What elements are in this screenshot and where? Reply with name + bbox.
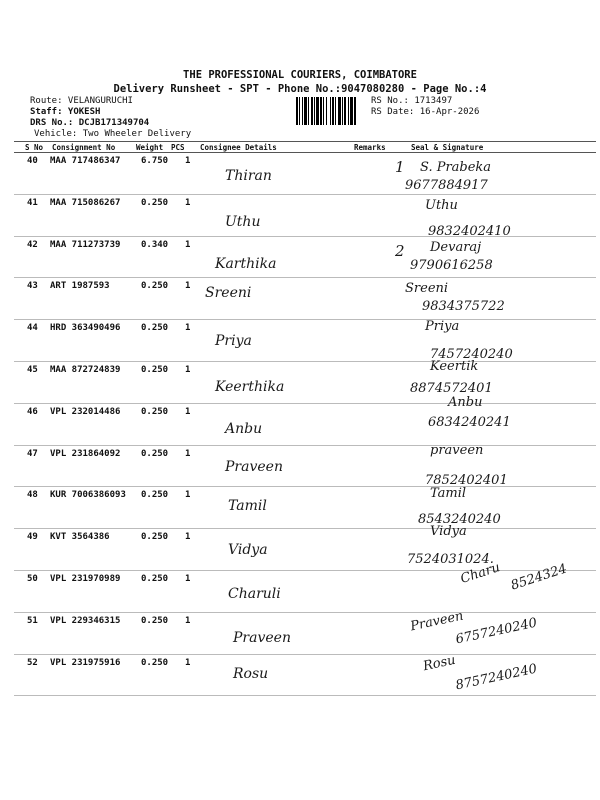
row-consignee-handwriting: Sreeni xyxy=(205,285,252,302)
row-weight: 0.250 xyxy=(141,615,169,626)
row-signature-phone: 7457240240 xyxy=(430,347,513,363)
row-sno: 48 xyxy=(27,490,38,501)
row-pcs: 1 xyxy=(185,323,191,334)
row-remarks-handwriting: 2 xyxy=(395,241,405,260)
row-divider xyxy=(14,612,596,613)
barcode-image xyxy=(296,97,369,125)
row-divider xyxy=(14,486,596,487)
row-sno: 44 xyxy=(27,323,38,334)
row-signature-name: Rosu xyxy=(421,652,457,674)
row-consignment-no: VPL 231975916 xyxy=(50,657,121,668)
row-pcs: 1 xyxy=(185,615,191,626)
row-weight: 0.250 xyxy=(141,448,169,459)
row-sno: 47 xyxy=(27,448,38,459)
runsheet-subtitle: Delivery Runsheet - SPT - Phone No.:9047080280 - Page No.:4 xyxy=(113,83,487,95)
row-consignee-handwriting: Rosu xyxy=(233,665,269,682)
row-pcs: 1 xyxy=(185,657,191,668)
row-pcs: 1 xyxy=(185,406,191,417)
row-weight: 0.250 xyxy=(141,490,169,501)
row-signature-name: praveen xyxy=(430,442,484,458)
row-sno: 43 xyxy=(27,281,38,292)
row-consignee-handwriting: Thiran xyxy=(225,168,272,184)
row-signature-name: Anbu xyxy=(448,394,483,410)
row-consignee-handwriting: Karthika xyxy=(215,255,277,272)
rs-date-label: RS Date: 16-Apr-2026 xyxy=(371,107,480,117)
row-sno: 45 xyxy=(27,365,38,375)
row-sno: 52 xyxy=(27,657,38,668)
row-divider xyxy=(14,277,596,278)
row-divider xyxy=(14,361,596,362)
row-weight: 0.250 xyxy=(141,406,169,417)
row-weight: 0.250 xyxy=(141,365,169,375)
row-signature-name: Priya xyxy=(425,319,460,335)
row-signature-name: Praveen xyxy=(409,608,465,635)
row-signature-phone: 9834375722 xyxy=(422,299,505,315)
row-signature-phone: 6757240240 xyxy=(454,615,539,648)
row-divider xyxy=(14,445,596,446)
drs-label: DRS No.: DCJB171349704 xyxy=(30,118,150,128)
row-consignee-handwriting: Vidya xyxy=(228,542,268,559)
route-label: Route: VELANGURUCHI xyxy=(30,96,133,106)
row-consignment-no: MAA 872724839 xyxy=(50,365,121,375)
row-consignee-handwriting: Charuli xyxy=(228,586,281,602)
vehicle-label: Vehicle: Two Wheeler Delivery xyxy=(34,129,192,139)
row-consignment-no: VPL 231970989 xyxy=(50,574,121,584)
row-signature-phone: 8524324 xyxy=(509,561,569,594)
row-consignment-no: MAA 711273739 xyxy=(50,239,121,250)
row-signature-phone: 9832402410 xyxy=(428,223,511,239)
col-weight: Weight xyxy=(136,143,164,152)
row-consignment-no: VPL 231864092 xyxy=(50,448,121,459)
row-signature-name: Uthu xyxy=(425,197,458,213)
row-weight: 0.250 xyxy=(141,323,169,334)
row-consignee-handwriting: Tamil xyxy=(228,498,267,515)
row-divider xyxy=(14,236,596,237)
row-sno: 41 xyxy=(27,197,38,208)
col-consignee: Consignee Details xyxy=(200,143,277,152)
row-consignee-handwriting: Priya xyxy=(215,333,252,350)
rs-no-label: RS No.: 1713497 xyxy=(371,96,453,106)
row-divider xyxy=(14,654,596,655)
company-title: THE PROFESSIONAL COURIERS, COIMBATORE xyxy=(183,69,417,81)
row-weight: 0.250 xyxy=(141,532,169,543)
row-weight: 0.250 xyxy=(141,197,169,208)
row-sno: 40 xyxy=(27,156,38,166)
row-sno: 51 xyxy=(27,615,38,626)
row-signature-phone: 9790616258 xyxy=(410,257,493,273)
row-signature-name: Devaraj xyxy=(430,239,482,255)
row-signature-name: Charu xyxy=(458,560,502,587)
row-weight: 0.250 xyxy=(141,657,169,668)
col-pcs: PCS xyxy=(171,143,185,152)
row-consignment-no: KVT 3564386 xyxy=(50,532,110,543)
row-sno: 49 xyxy=(27,532,38,543)
row-consignee-handwriting: Anbu xyxy=(225,420,263,437)
row-consignee-handwriting: Uthu xyxy=(225,213,261,230)
staff-label: Staff: YOKESH xyxy=(30,107,101,117)
header-bottom-rule xyxy=(14,152,596,153)
meta-left xyxy=(30,96,191,140)
row-divider xyxy=(14,403,596,404)
col-remarks: Remarks xyxy=(354,143,386,152)
row-signature-name: Sreeni xyxy=(405,281,449,297)
row-consignment-no: KUR 7006386093 xyxy=(50,490,126,501)
row-divider xyxy=(14,528,596,529)
row-signature-name: S. Prabeka xyxy=(420,160,492,175)
row-signature-phone: 9677884917 xyxy=(405,178,488,193)
row-consignment-no: ART 1987593 xyxy=(50,281,110,292)
row-pcs: 1 xyxy=(185,532,191,543)
row-signature-name: Keertik xyxy=(430,359,479,374)
row-divider xyxy=(14,695,596,696)
row-divider xyxy=(14,194,596,195)
header-top-rule xyxy=(14,141,596,142)
row-consignee-handwriting: Praveen xyxy=(225,458,283,475)
row-signature-phone: 8757240240 xyxy=(454,661,539,694)
col-consignment: Consignment No xyxy=(52,143,116,152)
row-consignment-no: VPL 229346315 xyxy=(50,615,121,626)
row-sno: 42 xyxy=(27,239,38,250)
row-consignment-no: HRD 363490496 xyxy=(50,323,121,334)
row-weight: 0.340 xyxy=(141,239,169,250)
row-sno: 46 xyxy=(27,406,38,417)
row-pcs: 1 xyxy=(185,365,191,375)
col-seal: Seal & Signature xyxy=(411,143,484,152)
row-signature-phone: 8874572401 xyxy=(410,381,493,396)
row-weight: 6.750 xyxy=(141,156,169,166)
row-consignee-handwriting: Praveen xyxy=(233,629,291,646)
row-pcs: 1 xyxy=(185,281,191,292)
meta-right xyxy=(371,96,479,118)
row-weight: 0.250 xyxy=(141,281,169,292)
row-signature-name: Vidya xyxy=(430,524,467,540)
row-sno: 50 xyxy=(27,574,38,584)
row-signature-phone: 6834240241 xyxy=(428,414,511,430)
row-consignment-no: MAA 717486347 xyxy=(50,156,121,166)
row-signature-phone: 7524031024. xyxy=(407,552,494,568)
row-signature-phone: 8543240240 xyxy=(418,512,501,528)
row-signature-name: Tamil xyxy=(430,486,467,502)
col-sno: S No xyxy=(25,143,44,152)
row-pcs: 1 xyxy=(185,490,191,501)
row-remarks-handwriting: 1 xyxy=(395,158,405,176)
row-divider xyxy=(14,319,596,320)
row-pcs: 1 xyxy=(185,197,191,208)
row-consignment-no: VPL 232014486 xyxy=(50,406,121,417)
row-signature-phone: 7852402401 xyxy=(425,472,508,488)
row-pcs: 1 xyxy=(185,239,191,250)
row-weight: 0.250 xyxy=(141,574,169,584)
row-consignment-no: MAA 715086267 xyxy=(50,197,121,208)
row-pcs: 1 xyxy=(185,448,191,459)
row-divider xyxy=(14,570,596,571)
row-pcs: 1 xyxy=(185,156,191,166)
row-pcs: 1 xyxy=(185,574,191,584)
row-consignee-handwriting: Keerthika xyxy=(215,379,285,395)
